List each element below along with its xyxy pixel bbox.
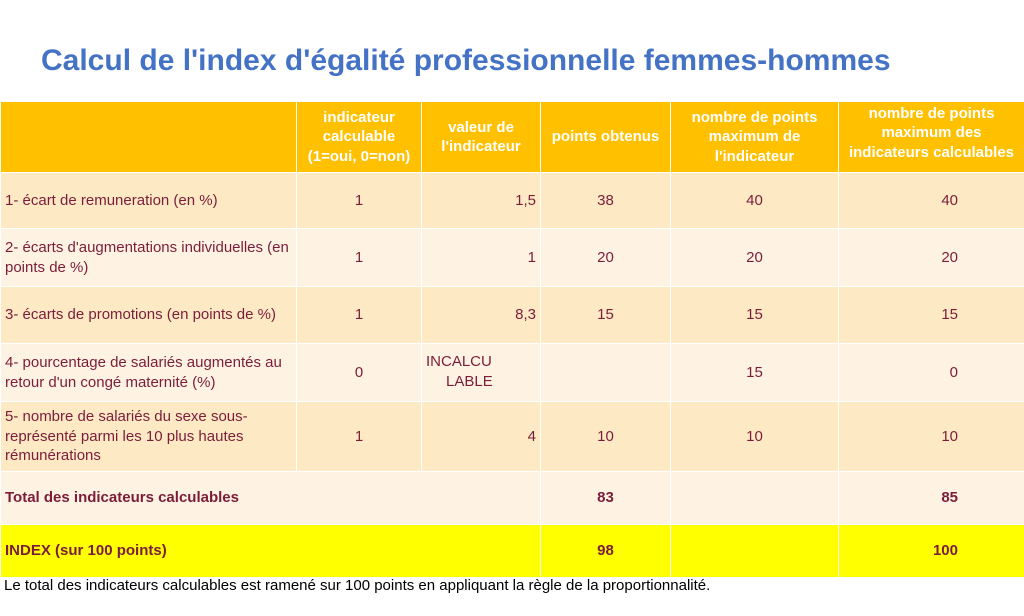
cell-valeur: 1 <box>422 229 541 287</box>
row-label: 1- écart de remuneration (en %) <box>1 173 297 229</box>
cell-valeur-line2: LABLE <box>446 372 493 390</box>
index-table <box>0 100 1024 578</box>
header-max-indicateur: nombre de points maximum de l'indicateur <box>671 101 839 173</box>
table-row <box>1 229 1024 287</box>
cell-points: 38 <box>541 173 671 229</box>
table-row <box>1 173 1024 229</box>
cell-max-indicateur: 40 <box>671 173 839 229</box>
index-max-calculables: 100 <box>839 525 1024 578</box>
cell-max-indicateur: 15 <box>671 344 839 402</box>
header-max-calculables: nombre de points maximum des indicateurs calculables <box>839 101 1024 173</box>
cell-calculable: 1 <box>297 229 422 287</box>
total-max-calculables: 85 <box>839 472 1024 525</box>
cell-calculable: 1 <box>297 287 422 344</box>
table-row <box>1 287 1024 344</box>
header-points: points obtenus <box>541 101 671 173</box>
header-valeur: valeur de l'indicateur <box>422 101 541 173</box>
cell-valeur: 8,3 <box>422 287 541 344</box>
cell-valeur: 1,5 <box>422 173 541 229</box>
row-label: 2- écarts d'augmentations individuelles (en points de %) <box>1 229 297 287</box>
cell-max-calculables: 40 <box>839 173 1024 229</box>
cell-max-indicateur: 10 <box>671 402 839 472</box>
page-title: Calcul de l'index d'égalité professionnelle femmes-hommes <box>41 44 891 77</box>
cell-valeur-line1: INCALCU <box>426 353 492 370</box>
row-label: 3- écarts de promotions (en points de %) <box>1 287 297 344</box>
index-max-indicateur <box>671 525 839 578</box>
cell-calculable: 1 <box>297 402 422 472</box>
footnote: Le total des indicateurs calculables est ramené sur 100 points en appliquant la règle de la proportionnalité. <box>4 577 711 594</box>
index-label: INDEX (sur 100 points) <box>1 525 541 578</box>
header-calculable: indicateur calculable (1=oui, 0=non) <box>297 101 422 173</box>
cell-points <box>541 344 671 402</box>
total-points: 83 <box>541 472 671 525</box>
cell-max-calculables: 15 <box>839 287 1024 344</box>
cell-calculable: 1 <box>297 173 422 229</box>
cell-max-calculables: 10 <box>839 402 1024 472</box>
table-header-row <box>1 101 1024 173</box>
cell-valeur: 4 <box>422 402 541 472</box>
cell-max-calculables: 0 <box>839 344 1024 402</box>
cell-valeur <box>422 344 541 402</box>
cell-max-calculables: 20 <box>839 229 1024 287</box>
index-points: 98 <box>541 525 671 578</box>
total-row <box>1 472 1024 525</box>
cell-max-indicateur: 15 <box>671 287 839 344</box>
cell-points: 20 <box>541 229 671 287</box>
cell-points: 10 <box>541 402 671 472</box>
cell-max-indicateur: 20 <box>671 229 839 287</box>
table-row <box>1 402 1024 472</box>
total-label: Total des indicateurs calculables <box>1 472 541 525</box>
row-label: 4- pourcentage de salariés augmentés au retour d'un congé maternité (%) <box>1 344 297 402</box>
row-label: 5- nombre de salariés du sexe sous-représenté parmi les 10 plus hautes rémunérations <box>1 402 297 472</box>
table-row <box>1 344 1024 402</box>
cell-calculable: 0 <box>297 344 422 402</box>
index-row <box>1 525 1024 578</box>
total-max-indicateur <box>671 472 839 525</box>
header-label <box>1 101 297 173</box>
cell-points: 15 <box>541 287 671 344</box>
